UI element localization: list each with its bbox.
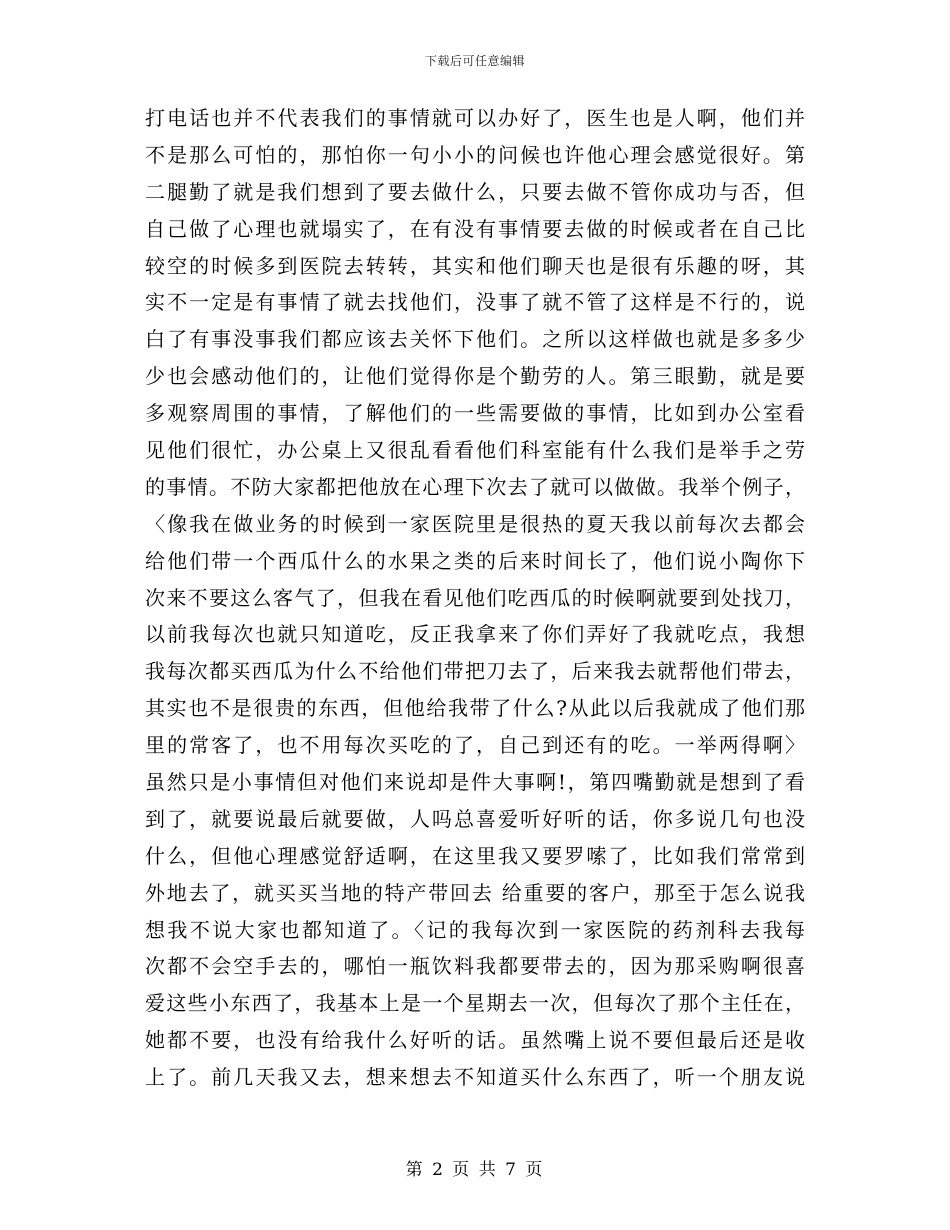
body-line: 虽然只是小事情但对他们来说却是件大事啊!，第四嘴勤就是想到了看 — [145, 770, 805, 795]
body-line: 次都不会空手去的，哪怕一瓶饮料我都要带去的，因为那采购啊很喜 — [145, 954, 805, 979]
body-text — [145, 100, 805, 1096]
body-line: 见他们很忙，办公桌上又很乱看看他们科室能有什么我们是举手之劳 — [145, 438, 805, 463]
page-footer: 第 2 页 共 7 页 — [405, 1160, 545, 1180]
body-line: 〈像我在做业务的时候到一家医院里是很热的夏天我以前每次去都会 — [145, 511, 805, 536]
body-line: 我每次都买西瓜为什么不给他们带把刀去了，后来我去就帮他们带去， — [145, 659, 805, 684]
body-line: 白了有事没事我们都应该去关怀下他们。之所以这样做也就是多多少 — [145, 327, 805, 352]
body-line: 实不一定是有事情了就去找他们，没事了就不管了这样是不行的，说 — [145, 290, 805, 315]
body-line: 什么，但他心理感觉舒适啊，在这里我又要罗嗦了，比如我们常常到 — [145, 843, 805, 868]
body-line: 打电话也并不代表我们的事情就可以办好了，医生也是人啊，他们并 — [145, 106, 805, 130]
body-line: 的事情。不防大家都把他放在心理下次去了就可以做做。我举个例子， — [145, 474, 805, 499]
body-line: 以前我每次也就只知道吃，反正我拿来了你们弄好了我就吃点，我想 — [145, 622, 805, 647]
body-line: 想我不说大家也都知道了。〈记的我每次到一家医院的药剂科去我每 — [145, 917, 805, 942]
body-line: 其实也不是很贵的东西，但他给我带了什么?从此以后我就成了他们那 — [145, 696, 805, 721]
body-line: 上了。前几天我又去，想来想去不知道买什么东西了，听一个朋友说 — [145, 1065, 805, 1090]
body-line: 少也会感动他们的，让他们觉得你是个勤劳的人。第三眼勤，就是要 — [145, 364, 805, 389]
body-line: 较空的时候多到医院去转转，其实和他们聊天也是很有乐趣的呀，其 — [145, 253, 805, 278]
body-line: 外地去了，就买买当地的特产带回去 给重要的客户，那至于怎么说我 — [145, 880, 805, 905]
page-header: 下载后可任意编辑 — [424, 54, 525, 68]
body-line: 到了，就要说最后就要做，人吗总喜爱听好听的话，你多说几句也没 — [145, 806, 805, 831]
body-line: 二腿勤了就是我们想到了要去做什么，只要去做不管你成功与否，但 — [145, 179, 805, 204]
body-line: 给他们带一个西瓜什么的水果之类的后来时间长了，他们说小陶你下 — [145, 548, 805, 573]
body-line: 她都不要，也没有给我什么好听的话。虽然嘴上说不要但最后还是收 — [145, 1028, 805, 1053]
body-line: 次来不要这么客气了，但我在看见他们吃西瓜的时候啊就要到处找刀， — [145, 585, 805, 610]
body-line: 里的常客了，也不用每次买吃的了，自己到还有的吃。一举两得啊〉 — [145, 733, 805, 758]
body-line: 自己做了心理也就塌实了，在有没有事情要去做的时候或者在自己比 — [145, 216, 805, 241]
body-line: 多观察周围的事情，了解他们的一些需要做的事情，比如到办公室看 — [145, 401, 805, 426]
body-line: 不是那么可怕的，那怕你一句小小的问候也许他心理会感觉很好。第 — [145, 142, 805, 167]
body-line: 爱这些小东西了，我基本上是一个星期去一次，但每次了那个主任在， — [145, 991, 805, 1016]
